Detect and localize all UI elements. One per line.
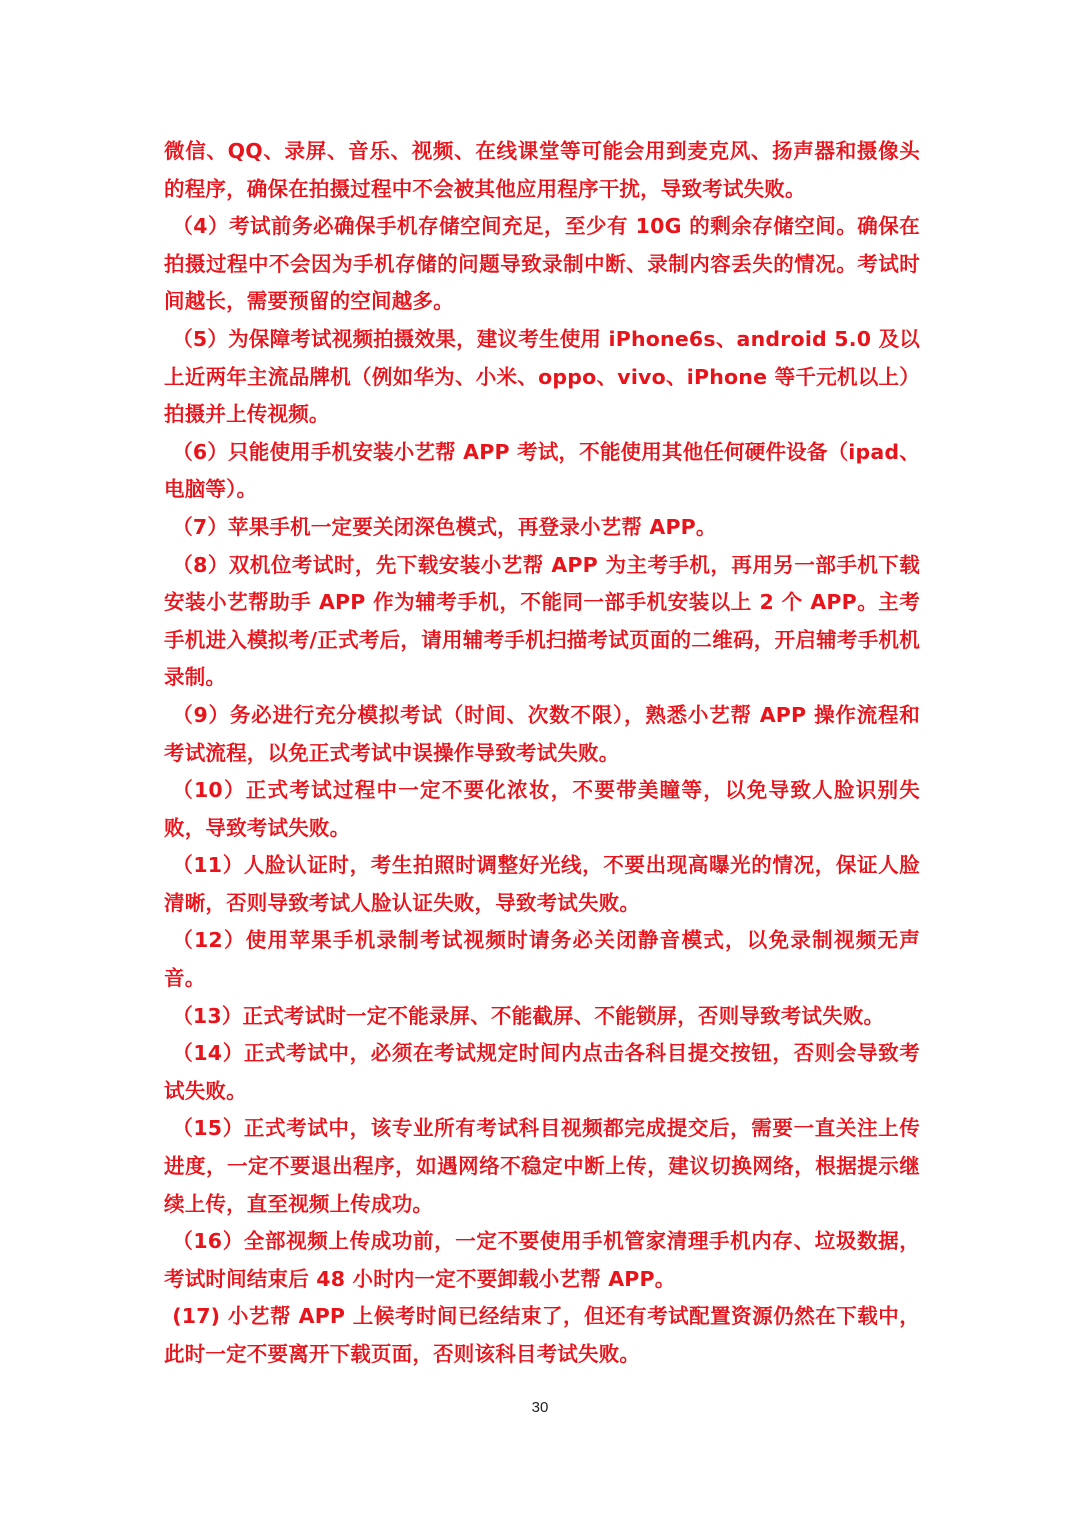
- page-number: 30: [531, 1399, 549, 1416]
- paragraph-item-16: （16）全部视频上传成功前，一定不要使用手机管家清理手机内存、垃圾数据，考试时间结束后 48 小时内一定不要卸载小艺帮 APP。: [164, 1229, 920, 1291]
- paragraph-item-12: （12）使用苹果手机录制考试视频时请务必关闭静音模式，以免录制视频无声音。: [164, 928, 920, 991]
- paragraph-intro-continuation: 微信、QQ、录屏、音乐、视频、在线课堂等可能会用到麦克风、扬声器和摄像头的程序，确保在拍摄过程中不会被其他应用程序干扰，导致考试失败。: [164, 139, 920, 201]
- paragraph-item-10: （10）正式考试过程中一定不要化浓妆，不要带美瞳等，以免导致人脸识别失败，导致考试失败。: [164, 778, 920, 840]
- paragraph-item-14: （14）正式考试中，必须在考试规定时间内点击各科目提交按钮，否则会导致考试失败。: [164, 1041, 920, 1103]
- paragraph-item-6: （6）只能使用手机安装小艺帮 APP 考试，不能使用其他任何硬件设备（ipad、电脑等）。: [164, 439, 920, 502]
- paragraph-item-7: （7）苹果手机一定要关闭深色模式，再登录小艺帮 APP。: [172, 514, 717, 539]
- paragraph-item-5: （5）为保障考试视频拍摄效果，建议考生使用 iPhone6s、android 5.0 及以上近两年主流品牌机（例如华为、小米、oppo、vivo、iPhone 等千元机以上）拍摄并上传视频。: [164, 326, 920, 427]
- paragraph-item-13: （13）正式考试时一定不能录屏、不能截屏、不能锁屏，否则导致考试失败。: [172, 1003, 885, 1028]
- paragraph-item-15: （15）正式考试中，该专业所有考试科目视频都完成提交后，需要一直关注上传进度，一定不要退出程序，如遇网络不稳定中断上传，建议切换网络，根据提示继续上传，直至视频上传成功。: [164, 1116, 920, 1216]
- paragraph-item-11: （11）人脸认证时，考生拍照时调整好光线，不要出现高曝光的情况，保证人脸清晰，否则导致考试人脸认证失败，导致考试失败。: [164, 853, 920, 915]
- paragraph-item-9: （9）务必进行充分模拟考试（时间、次数不限），熟悉小艺帮 APP 操作流程和考试流程，以免正式考试中误操作导致考试失败。: [164, 702, 920, 765]
- document-body: [164, 133, 920, 1374]
- paragraph-item-8: （8）双机位考试时，先下载安装小艺帮 APP 为主考手机，再用另一部手机下载安装小艺帮助手 APP 作为辅考手机，不能同一部手机安装以上 2 个 APP。主考手机进入模拟考/正式考后，请用辅考手机扫描考试页面的二维码，开启辅考手机机录制。: [164, 552, 920, 690]
- paragraph-item-17: (17) 小艺帮 APP 上候考时间已经结束了，但还有考试配置资源仍然在下载中，此时一定不要离开下载页面，否则该科目考试失败。: [164, 1304, 920, 1366]
- paragraph-item-4: （4）考试前务必确保手机存储空间充足，至少有 10G 的剩余存储空间。确保在拍摄过程中不会因为手机存储的问题导致录制中断、录制内容丢失的情况。考试时间越长，需要预留的空间越多。: [164, 214, 920, 314]
